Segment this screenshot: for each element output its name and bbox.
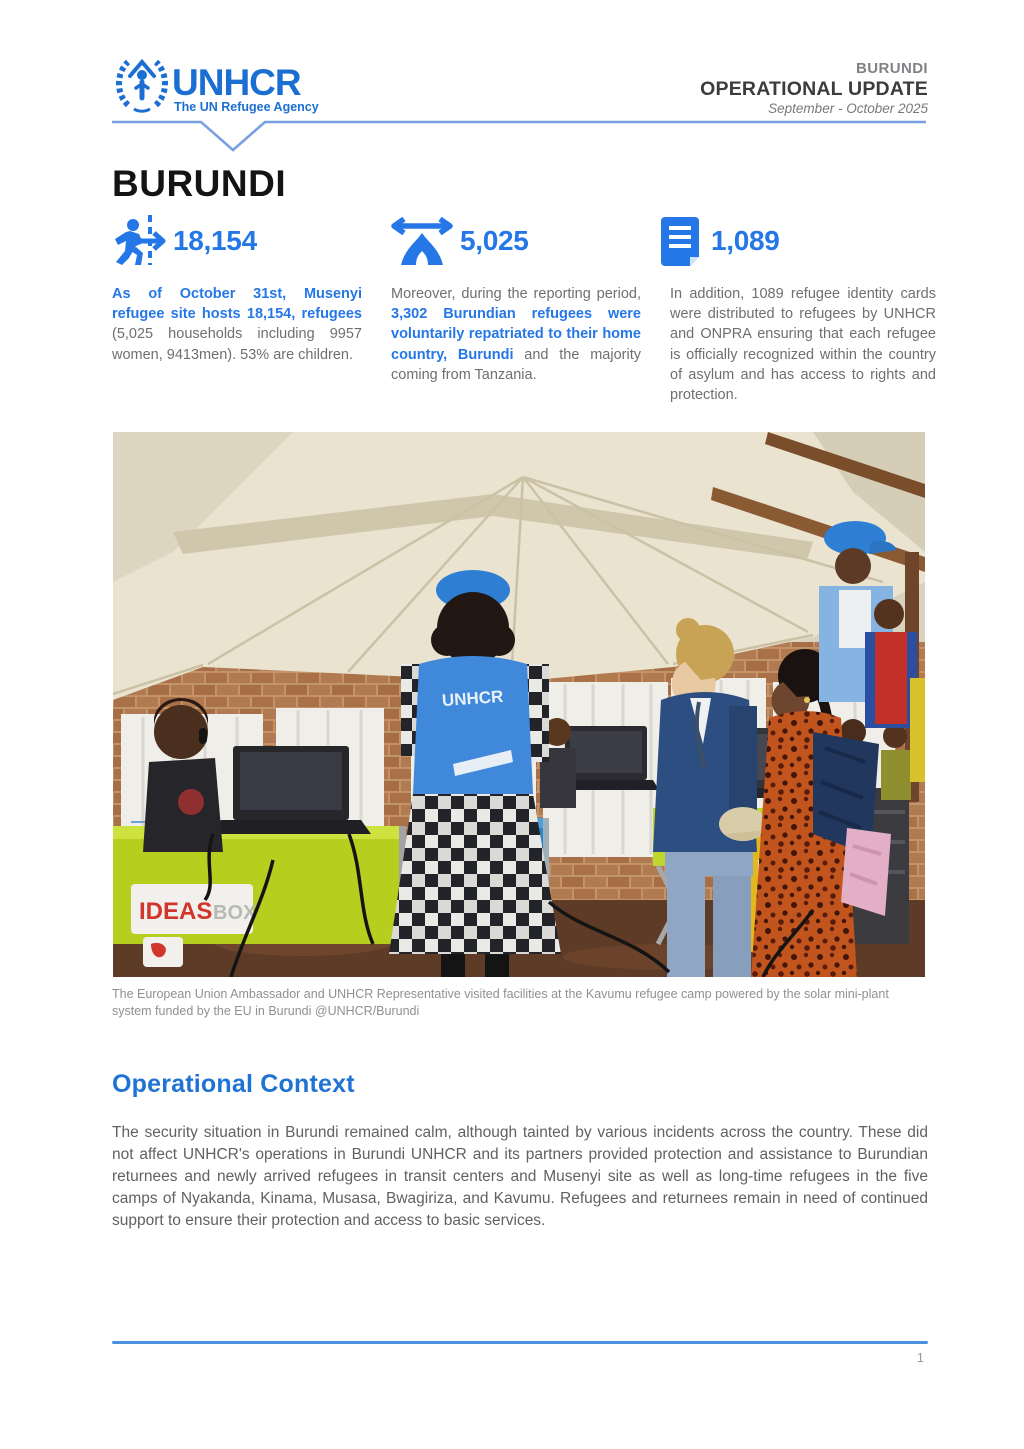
stat-paragraphs: [112, 284, 936, 405]
vest-back-text: UNHCR: [441, 686, 504, 711]
stat-id-cards: [660, 213, 780, 269]
stat-paragraph-repatriation: Moreover, during the reporting period, 3,302 Burundian refugees were voluntarily repatriated to their home country, Burundi and the majority coming from Tanzania.: [391, 286, 641, 383]
stat-displaced: [112, 213, 257, 269]
page-number: 1: [916, 1350, 924, 1365]
stat-households: [391, 213, 529, 269]
photo: [113, 432, 925, 977]
ideas-box-sticker-text: IDEAS: [139, 898, 213, 925]
page-title: BURUNDI: [112, 163, 287, 204]
header-right-block: [700, 60, 928, 117]
unhcr-logo: [112, 54, 348, 121]
shelter-icon: [391, 213, 453, 269]
header-country: BURUNDI: [856, 60, 928, 77]
section-body: The security situation in Burundi remained calm, although tainted by various incidents across the country. These did not affect UNHCR's operations in Burundi UNHCR and its partners provided protection and assistance to Burundian returnees and newly arrived refugees in transit centers and Musenyi site as well as long-time refugees in the five camps of Nyakanda, Kinama, Musasa, Bwagiriza, and Kavumu. Refugees and returnees remain in need of continued support to ensure their protection and access to basic services.: [112, 1124, 928, 1229]
section-heading: Operational Context: [112, 1070, 355, 1098]
header-divider-rule: [112, 120, 928, 156]
stat-value-id-cards: 1,089: [711, 225, 780, 256]
header-period: September - October 2025: [768, 100, 928, 116]
stat-value-households: 5,025: [460, 225, 529, 256]
unhcr-logo-icon: [112, 54, 348, 116]
photo-illustration: [113, 432, 925, 977]
ideas-box-sticker-text2: BOX: [213, 902, 257, 924]
logo-wordmark: UNHCR: [172, 62, 301, 103]
stat-paragraph-displaced: As of October 31st, Musenyi refugee site hosts 18,154, refugees (5,025 households including 9957 women, 9413men). 53% are children.: [112, 286, 362, 363]
identity-card-icon: [660, 213, 704, 269]
displaced-person-icon: [112, 213, 166, 269]
header-doc-type: OPERATIONAL UPDATE: [700, 77, 928, 100]
stat-paragraph-id-cards: In addition, 1089 refugee identity cards were distributed to refugees by UNHCR and ONPRA ensuring that each refugee is officially recognized within the country of asylum and has access to rights and protection.: [670, 286, 936, 404]
stat-value-displaced: 18,154: [173, 225, 257, 256]
photo-caption: The European Union Ambassador and UNHCR Representative visited facilities at the Kavumu refugee camp powered by the solar mini-plant system funded by the EU in Burundi @UNHCR/Burundi: [112, 987, 889, 1018]
footer-divider-rule: [112, 1341, 928, 1344]
logo-tagline: The UN Refugee Agency: [174, 100, 319, 114]
